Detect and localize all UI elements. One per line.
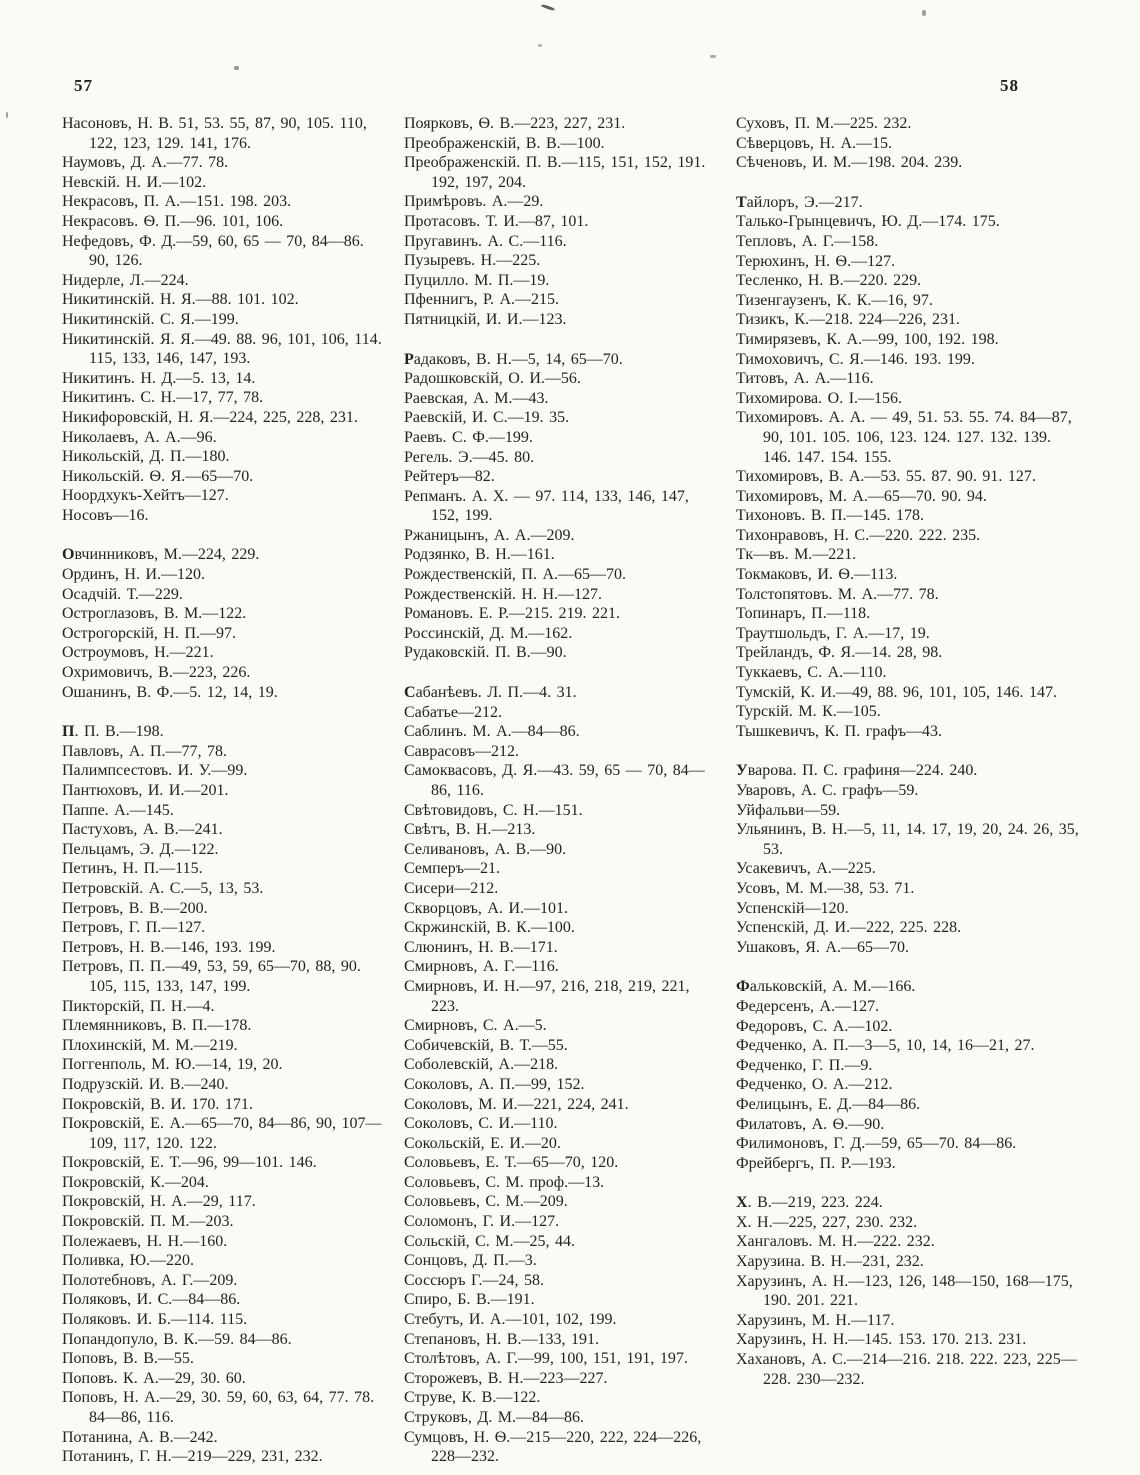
index-entry: Рождественскій, П. А.—65—70. [404, 566, 627, 584]
index-entry: Сабанѣевъ. Л. П.—4. 31. [404, 684, 577, 702]
index-entry: Сонцовъ, Д. П.—3. [404, 1252, 537, 1270]
index-entry: Полежаевъ, Н. Н.—160. [62, 1232, 228, 1250]
index-entry: Никитинскій. Я. Я.—49. 88. 96, 101, 106, 114. 115, 133, 146, 147, 193. [62, 330, 382, 368]
index-entry: Петровскій. А. С.—5, 13, 53. [62, 879, 264, 897]
index-entry: Некрасовъ. Ѳ. П.—96. 101, 106. [62, 212, 284, 230]
index-entry: Пикторскій, П. Н.—4. [62, 997, 215, 1015]
index-entry: Соловьевъ, С. М.—209. [404, 1193, 568, 1211]
index-entry: Сисери—212. [404, 879, 499, 897]
index-entry: Соболевскій, А.—218. [404, 1056, 559, 1074]
index-entry: Столѣтовъ, А. Г.—99, 100, 151, 191, 197. [404, 1350, 688, 1368]
index-entry: Покровскій, Н. А.—29, 117. [62, 1193, 256, 1211]
index-entry: Тихомировъ, М. А.—65—70. 90. 94. [736, 487, 987, 505]
index-entry: Успенскій, Д. И.—222, 225. 228. [736, 919, 962, 937]
index-entry: Покровскій. П. М.—203. [62, 1213, 234, 1231]
index-entry: Поповъ. К. А.—29, 30. 60. [62, 1369, 246, 1387]
scan-artifact [234, 66, 239, 70]
index-entry: Пфеннигъ, Р. А.—215. [404, 291, 559, 309]
index-entry: Скворцовъ, А. И.—101. [404, 899, 568, 917]
index-entry: Николаевъ, А. А.—96. [62, 428, 217, 446]
index-entry: Тихонравовъ, Н. С.—220. 222. 235. [736, 526, 981, 544]
index-entry: Полотебновъ, А. Г.—209. [62, 1271, 238, 1289]
index-entry: Тышкевичъ, К. П. графъ—43. [736, 722, 942, 740]
index-entry: Титовъ, А. А.—116. [736, 370, 874, 388]
index-entry: Соколовъ, С. И.—110. [404, 1115, 558, 1133]
index-entry: Харузинъ, А. Н.—123, 126, 148—150, 168—175, 190. 201. 221. [736, 1272, 1073, 1310]
index-entry: Никольскій. Ѳ. Я.—65—70. [62, 467, 254, 485]
index-entry: Ржаницынъ, А. А.—209. [404, 526, 575, 544]
index-entry: Паппе. А.—145. [62, 801, 174, 819]
index-entry: Покровскій, К.—204. [62, 1173, 209, 1191]
scan-artifact [541, 4, 555, 11]
index-entry: Сольскій, С. М.—25, 44. [404, 1232, 576, 1250]
index-columns [62, 114, 1080, 1467]
index-entry: Пятницкій, И. И.—123. [404, 310, 567, 328]
index-entry: Токмаковъ, И. Ѳ.—113. [736, 566, 898, 584]
index-entry: Никифоровскій, Н. Я.—224, 225, 228, 231. [62, 408, 358, 426]
index-entry: Репманъ. А. Х. — 97. 114, 133, 146, 147, 152, 199. [404, 487, 689, 525]
index-entry: Стебутъ, И. А.—101, 102, 199. [404, 1311, 617, 1329]
index-entry: Преображенскій, В. В.—100. [404, 134, 605, 152]
index-entry: Поярковъ, Ѳ. В.—223, 227, 231. [404, 115, 626, 132]
index-group [404, 683, 718, 1467]
index-group [736, 114, 1080, 173]
index-column-1 [62, 114, 388, 1467]
index-entry: Струве, К. В.—122. [404, 1389, 541, 1407]
index-entry: Соссюръ Г.—24, 58. [404, 1271, 544, 1289]
index-entry: Смирновъ, А. Г.—116. [404, 958, 559, 976]
index-entry: Поповъ, Н. А.—29, 30. 59, 60, 63, 64, 77. 78. 84—86, 116. [62, 1389, 375, 1426]
index-entry: Федерсенъ, А.—127. [736, 997, 880, 1015]
page-number-right: 58 [1000, 76, 1019, 95]
index-entry: Сѣверцовъ, Н. А.—15. [736, 134, 893, 152]
index-entry: Поливка, Ю.—220. [62, 1252, 195, 1270]
index-entry: Сторожевъ, В. Н.—223—227. [404, 1369, 608, 1387]
index-entry: Остроглазовъ, В. М.—122. [62, 605, 247, 623]
index-entry: Федченко, Г. П.—9. [736, 1056, 873, 1074]
page-number-left: 57 [74, 76, 93, 95]
index-entry: Поляковъ. И. Б.—114. 115. [62, 1311, 248, 1329]
index-entry: Сѣченовъ, И. М.—198. 204. 239. [736, 154, 963, 172]
index-entry: Пуцилло. М. П.—19. [404, 271, 550, 289]
index-entry: Нефедовъ, Ф. Д.—59, 60, 65 — 70, 84—86. 90, 126. [62, 232, 364, 270]
index-entry: Россинскій, Д. М.—162. [404, 624, 573, 642]
index-entry: Тизенгаузенъ, К. К.—16, 97. [736, 291, 933, 309]
index-entry: Никитинскій. Н. Я.—88. 101. 102. [62, 291, 299, 309]
index-entry: Раевъ. С. Ф.—199. [404, 428, 533, 446]
index-entry: Харузинъ, М. Н.—117. [736, 1311, 895, 1329]
index-entry: Радошковскій, О. И.—56. [404, 370, 581, 388]
index-entry: Саврасовъ—212. [404, 742, 519, 760]
index-entry: Степановъ, Н. В.—133, 191. [404, 1330, 599, 1348]
index-entry: Терюхинъ, Н. Ѳ.—127. [736, 252, 896, 270]
index-entry: Тихомировъ, В. А.—53. 55. 87. 90. 91. 127. [736, 468, 1036, 486]
index-column-2 [404, 114, 718, 1467]
index-group [736, 761, 1080, 957]
index-entry: Раевскій, И. С.—19. 35. [404, 409, 570, 427]
index-entry: Потанина, А. В.—242. [62, 1428, 218, 1446]
index-entry: Успенскій—120. [736, 899, 849, 917]
index-entry: Покровскій, В. И. 170. 171. [62, 1095, 253, 1113]
index-entry: Потанинъ, Г. Н.—219—229, 231, 232. [62, 1448, 323, 1466]
index-group [62, 114, 388, 525]
index-entry: Уварова. П. С. графиня—224. 240. [736, 762, 978, 780]
index-entry: Тимоховичъ, С. Я.—146. 193. 199. [736, 350, 975, 368]
index-entry: Хахановъ, А. С.—214—216. 218. 222. 223, 225—228. 230—232. [736, 1351, 1077, 1388]
index-group [62, 545, 388, 702]
index-entry: Поггенполь, М. Ю.—14, 19, 20. [62, 1056, 283, 1074]
index-entry: Никитинъ. С. Н.—17, 77, 78. [62, 389, 264, 407]
index-entry: Плохинскій, М. М.—219. [62, 1036, 238, 1054]
index-entry: Палимпсестовъ. И. У.—99. [62, 762, 248, 780]
index-entry: Петровъ, Г. П.—127. [62, 919, 206, 937]
index-entry: Ошанинъ, В. Ф.—5. 12, 14, 19. [62, 683, 278, 701]
index-entry: Топинаръ, П.—118. [736, 605, 871, 623]
index-entry: Протасовъ. Т. И.—87, 101. [404, 212, 589, 230]
index-entry: Фальковскій, А. М.—166. [736, 978, 916, 996]
index-entry: Толстопятовъ. М. А.—77. 78. [736, 585, 939, 603]
index-entry: Фелицынъ, Е. Д.—84—86. [736, 1095, 921, 1113]
index-entry: Пругавинъ. А. С.—116. [404, 232, 567, 250]
index-entry: Усовъ, М. М.—38, 53. 71. [736, 879, 915, 897]
index-entry: Тимирязевъ, К. А.—99, 100, 192. 198. [736, 330, 999, 348]
index-entry: Никольскій, Д. П.—180. [62, 448, 230, 466]
index-entry: Семперъ—21. [404, 860, 501, 878]
index-entry: Соловьевъ, С. М. проф.—13. [404, 1173, 605, 1191]
index-entry: Суховъ, П. М.—225. 232. [736, 115, 912, 132]
index-entry: Соломонъ, Г. И.—127. [404, 1213, 560, 1231]
index-entry: Траутшольдъ, Г. А.—17, 19. [736, 624, 930, 642]
index-entry: Охримовичъ, В.—223, 226. [62, 664, 251, 682]
index-group [404, 114, 718, 330]
index-entry: Тк—въ. М.—221. [736, 546, 857, 564]
index-entry: Свѣтъ, В. Н.—213. [404, 821, 536, 839]
index-entry: Селивановъ, А. В.—90. [404, 840, 567, 858]
index-entry: Петровъ, Н. В.—146, 193. 199. [62, 938, 276, 956]
index-entry: Родзянко, В. Н.—161. [404, 546, 555, 564]
index-entry: Остроумовъ, Н.—221. [62, 644, 214, 662]
index-entry: Поляковъ, И. С.—84—86. [62, 1291, 241, 1309]
index-entry: Пузыревъ. Н.—225. [404, 252, 541, 270]
index-entry: Рождественскій. Н. Н.—127. [404, 585, 603, 603]
index-entry: Струковъ, Д. М.—84—86. [404, 1409, 584, 1426]
index-entry: Романовъ. Е. Р.—215. 219. 221. [404, 605, 620, 623]
index-entry: Ноордхукъ-Хейтъ—127. [62, 487, 229, 505]
index-entry: Нидерле, Л.—224. [62, 271, 189, 289]
index-entry: Примѣровъ. А.—29. [404, 193, 544, 211]
index-group [736, 977, 1080, 1173]
index-entry: Ушаковъ, Я. А.—65—70. [736, 938, 909, 956]
index-entry: Осадчій. Т.—229. [62, 585, 183, 603]
index-group [62, 722, 388, 1467]
index-entry: Тепловъ, А. Г.—158. [736, 232, 879, 250]
index-entry: Племянниковъ, В. П.—178. [62, 1017, 252, 1035]
index-entry: Подрузскій. И. В.—240. [62, 1075, 229, 1093]
index-entry: Рудаковскій. П. В.—90. [404, 644, 567, 662]
index-entry: Сумцовъ, Н. Ѳ.—215—220, 222, 224—226, 228—232. [404, 1428, 702, 1466]
index-entry: Собичевскій, В. Т.—55. [404, 1036, 568, 1054]
index-group [404, 350, 718, 664]
index-entry: Никитинскій. С. Я.—199. [62, 310, 239, 328]
index-entry: Свѣтовидовъ, С. Н.—151. [404, 801, 583, 819]
index-entry: Пастуховъ, А. В.—241. [62, 821, 223, 839]
index-entry: Сабатье—212. [404, 703, 502, 721]
index-entry: Уйфальви—59. [736, 801, 841, 819]
index-entry: Смирновъ, И. Н.—97, 216, 218, 219, 221, 223. [404, 977, 690, 1015]
index-entry: Федоровъ, С. А.—102. [736, 1017, 893, 1035]
index-group [736, 1193, 1080, 1389]
index-entry: Петровъ, П. П.—49, 53, 59, 65—70, 88, 90. 105, 115, 133, 147, 199. [62, 958, 361, 995]
index-entry: Пантюховъ, И. И.—201. [62, 782, 229, 799]
index-entry: Тихоновъ. В. П.—145. 178. [736, 507, 925, 525]
index-entry: Овчинниковъ, М.—224, 229. [62, 546, 260, 564]
index-entry: Турскій. М. К.—105. [736, 703, 881, 721]
index-entry: Покровскій, Е. А.—65—70, 84—86, 90, 107—109, 117, 120. 122. [62, 1115, 382, 1152]
index-entry: Харузинъ, Н. Н.—145. 153. 170. 213. 231. [736, 1331, 1027, 1349]
index-entry: Тихомирова. О. І.—156. [736, 389, 903, 407]
index-entry: Раевская, А. М.—43. [404, 389, 549, 407]
index-entry: Федченко, А. П.—3—5, 10, 14, 16—21, 27. [736, 1037, 1035, 1055]
index-column-3 [736, 114, 1080, 1467]
index-entry: Регель. Э.—45. 80. [404, 448, 535, 466]
index-entry: Тайлоръ, Э.—217. [736, 193, 863, 211]
index-entry: Попандопуло, В. К.—59. 84—86. [62, 1330, 292, 1348]
index-entry: Преображенскій. П. В.—115, 151, 152, 191. 192, 197, 204. [404, 154, 706, 191]
scan-artifact [922, 10, 926, 16]
index-entry: Радаковъ, В. Н.—5, 14, 65—70. [404, 350, 623, 368]
index-entry: Слюнинъ, Н. В.—171. [404, 938, 558, 956]
index-entry: Уваровъ, А. С. графъ—59. [736, 782, 919, 799]
index-entry: Смирновъ, С. А.—5. [404, 1017, 547, 1035]
index-entry: Хангаловъ. М. Н.—222. 232. [736, 1233, 935, 1251]
index-entry: Усакевичъ, А.—225. [736, 860, 876, 878]
index-entry: Ульянинъ, В. Н.—5, 11, 14. 17, 19, 20, 24. 26, 35, 53. [736, 821, 1079, 858]
index-entry: Тумскій, К. И.—49, 88. 96, 101, 105, 146. 147. [736, 683, 1057, 701]
scan-artifact [710, 55, 716, 58]
index-entry: Спиро, Б. В.—191. [404, 1291, 535, 1309]
index-entry: Самоквасовъ, Д. Я.—43. 59, 65 — 70, 84—86, 116. [404, 762, 705, 799]
index-entry: Острогорскій, Н. П.—97. [62, 624, 236, 642]
index-entry: Федченко, О. А.—212. [736, 1076, 893, 1094]
index-group [736, 193, 1080, 742]
index-entry: Тихомировъ. А. А. — 49, 51. 53. 55. 74. 84—87, 90, 101. 105. 106, 123. 124. 127. 132. 139. 146. 147. 154. 155. [736, 409, 1072, 466]
scan-artifact [538, 44, 542, 47]
scan-artifact [6, 112, 8, 118]
index-entry: Наумовъ, Д. А.—77. 78. [62, 154, 229, 172]
index-entry: Филимоновъ, Г. Д.—59, 65—70. 84—86. [736, 1135, 1017, 1153]
index-entry: Никитинъ. Н. Д.—5. 13, 14. [62, 369, 256, 387]
index-entry: Саблинъ. М. А.—84—86. [404, 723, 580, 741]
index-entry: П. П. В.—198. [62, 723, 164, 741]
index-entry: Талько-Грынцевичъ, Ю. Д.—174. 175. [736, 213, 1000, 231]
index-entry: Х. В.—219, 223. 224. [736, 1194, 883, 1212]
index-entry: Покровскій, Е. Т.—96, 99—101. 146. [62, 1154, 317, 1172]
index-entry: Соколовъ, А. П.—99, 152. [404, 1075, 585, 1093]
index-entry: Филатовъ, А. Ѳ.—90. [736, 1115, 885, 1133]
index-entry: Ординъ, Н. И.—120. [62, 566, 205, 584]
index-entry: Харузина. В. Н.—231, 232. [736, 1253, 924, 1271]
index-entry: Некрасовъ, П. А.—151. 198. 203. [62, 193, 292, 211]
index-entry: Невскій. Н. И.—102. [62, 173, 207, 191]
index-entry: Пельцамъ, Э. Д.—122. [62, 840, 219, 858]
index-entry: Соколовъ, М. И.—221, 224, 241. [404, 1095, 629, 1113]
index-entry: Тизикъ, К.—218. 224—226, 231. [736, 311, 961, 329]
index-entry: Х. Н.—225, 227, 230. 232. [736, 1213, 918, 1231]
index-entry: Трейландъ, Ф. Я.—14. 28, 98. [736, 644, 943, 662]
index-entry: Носовъ—16. [62, 506, 149, 524]
index-entry: Сокольскій, Е. И.—20. [404, 1134, 561, 1152]
index-entry: Поповъ, В. В.—55. [62, 1350, 194, 1368]
index-entry: Петинъ, Н. П.—115. [62, 860, 203, 878]
index-entry: Соловьевъ, Е. Т.—65—70, 120. [404, 1154, 619, 1172]
index-entry: Фрейбергъ, П. Р.—193. [736, 1154, 896, 1172]
index-entry: Павловъ, А. П.—77, 78. [62, 742, 228, 760]
index-entry: Скржинскій, В. К.—100. [404, 919, 575, 937]
index-entry: Туккаевъ, С. А.—110. [736, 664, 887, 682]
index-entry: Насоновъ, Н. В. 51, 53. 55, 87, 90, 105. 110, 122, 123, 129. 141, 176. [62, 115, 367, 152]
index-entry: Петровъ, В. В.—200. [62, 899, 208, 917]
index-entry: Тесленко, Н. В.—220. 229. [736, 272, 922, 290]
index-entry: Рейтеръ—82. [404, 468, 495, 486]
